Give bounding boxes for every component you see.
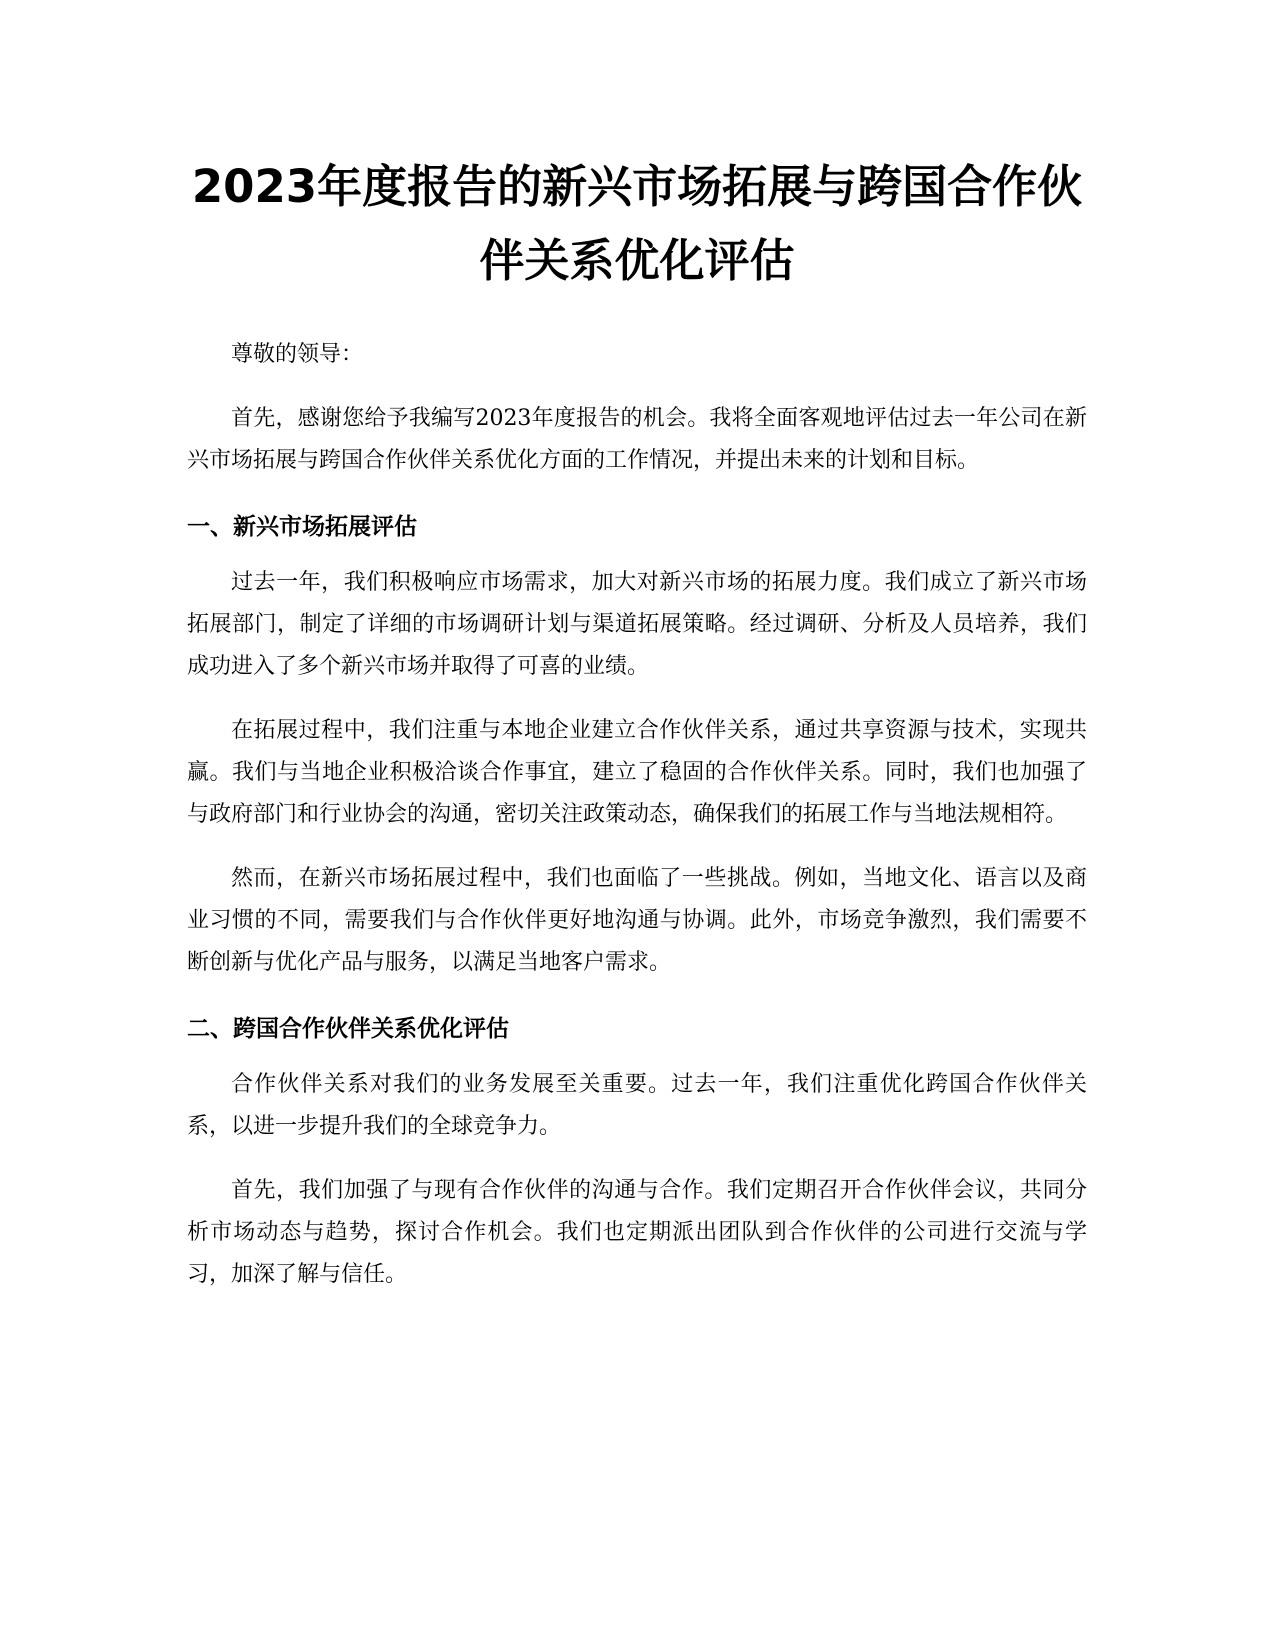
section-1-paragraph-1: 过去一年，我们积极响应市场需求，加大对新兴市场的拓展力度。我们成立了新兴市场拓展部门，制定了详细的市场调研计划与渠道拓展策略。经过调研、分析及人员培养，我们成功进入了多个新兴市场并取得了可喜的业绩。 [187,570,1087,679]
document-title-line-1: 2023年度报告的新兴市场拓展与跨国合作伙 [191,160,1083,213]
section-2-paragraph-1: 合作伙伴关系对我们的业务发展至关重要。过去一年，我们注重优化跨国合作伙伴关系，以进一步提升我们的全球竞争力。 [187,1072,1087,1139]
document-body [187,150,1087,1296]
section-heading-market-expansion: 一、新兴市场拓展评估 [187,514,417,540]
document-title-line-2: 伴关系优化评估 [479,234,795,287]
section-2-paragraph-2: 首先，我们加强了与现有合作伙伴的沟通与合作。我们定期召开合作伙伴会议，共同分析市场动态与趋势，探讨合作机会。我们也定期派出团队到合作伙伴的公司进行交流与学习，加深了解与信任。 [187,1178,1087,1287]
intro-paragraph: 首先，感谢您给予我编写2023年度报告的机会。我将全面客观地评估过去一年公司在新兴市场拓展与跨国合作伙伴关系优化方面的工作情况，并提出未来的计划和目标。 [187,406,1087,473]
section-1-paragraph-2: 在拓展过程中，我们注重与本地企业建立合作伙伴关系，通过共享资源与技术，实现共赢。我们与当地企业积极洽谈合作事宜，建立了稳固的合作伙伴关系。同时，我们也加强了与政府部门和行业协会的沟通，密切关注政策动态，确保我们的拓展工作与当地法规相符。 [187,718,1087,827]
greeting: 尊敬的领导： [231,342,364,367]
section-1-paragraph-3: 然而，在新兴市场拓展过程中，我们也面临了一些挑战。例如，当地文化、语言以及商业习惯的不同，需要我们与合作伙伴更好地沟通与协调。此外，市场竞争激烈，我们需要不断创新与优化产品与服务，以满足当地客户需求。 [187,866,1087,975]
section-heading-partnership-optimization: 二、跨国合作伙伴关系优化评估 [187,1016,509,1042]
document-title [187,150,1087,298]
